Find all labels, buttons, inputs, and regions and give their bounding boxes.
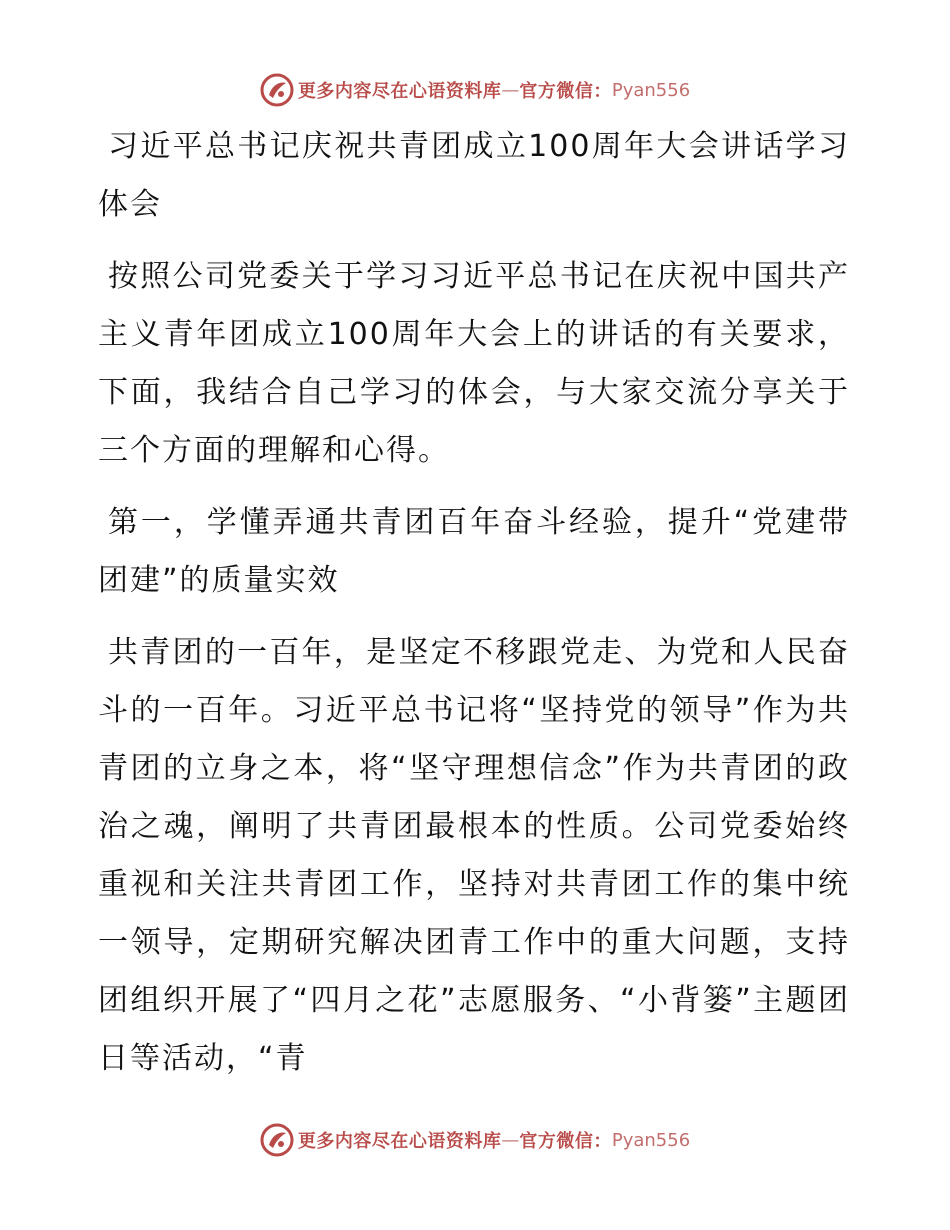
paragraph-intro: 按照公司党委关于学习习近平总书记在庆祝中国共产主义青年团成立100周年大会上的讲话的有关要求，下面，我结合自己学习的体会，与大家交流分享关于三个方面的理解和心得。 [98,259,850,468]
watermark-id: Pyan556 [611,1129,691,1151]
document-body [98,118,850,1102]
section-heading-1: 第一，学懂弄通共青团百年奋斗经验，提升“党建带团建”的质量实效 [98,505,850,598]
brand-logo-icon [260,1123,294,1157]
brand-logo-icon [260,73,294,107]
watermark-text: 更多内容尽在心语资料库 [297,1131,502,1152]
watermark-text: 更多内容尽在心语资料库 [297,81,502,102]
paragraph-section-1: 共青团的一百年，是坚定不移跟党走、为党和人民奋斗的一百年。习近平总书记将“坚持党的领导”作为共青团的立身之本，将“坚守理想信念”作为共青团的政治之魂，阐明了共青团最根本的性质。公司党委始终重视和关注共青团工作，坚持对共青团工作的集中统一领导，定期研究解决团青工作中的重大问题，支持团组织开展了“四月之花”志愿服务、“小背篓”主题团日等活动，“青 [98,635,850,1076]
watermark-id: Pyan556 [611,79,691,101]
watermark-separator: — [501,1129,520,1151]
watermark-official: 官方微信： [519,1131,612,1152]
watermark-official: 官方微信： [519,81,612,102]
footer-watermark [0,1120,950,1160]
watermark-separator: — [501,79,520,101]
header-watermark [0,70,950,110]
document-title: 习近平总书记庆祝共青团成立100周年大会讲话学习体会 [98,129,850,222]
